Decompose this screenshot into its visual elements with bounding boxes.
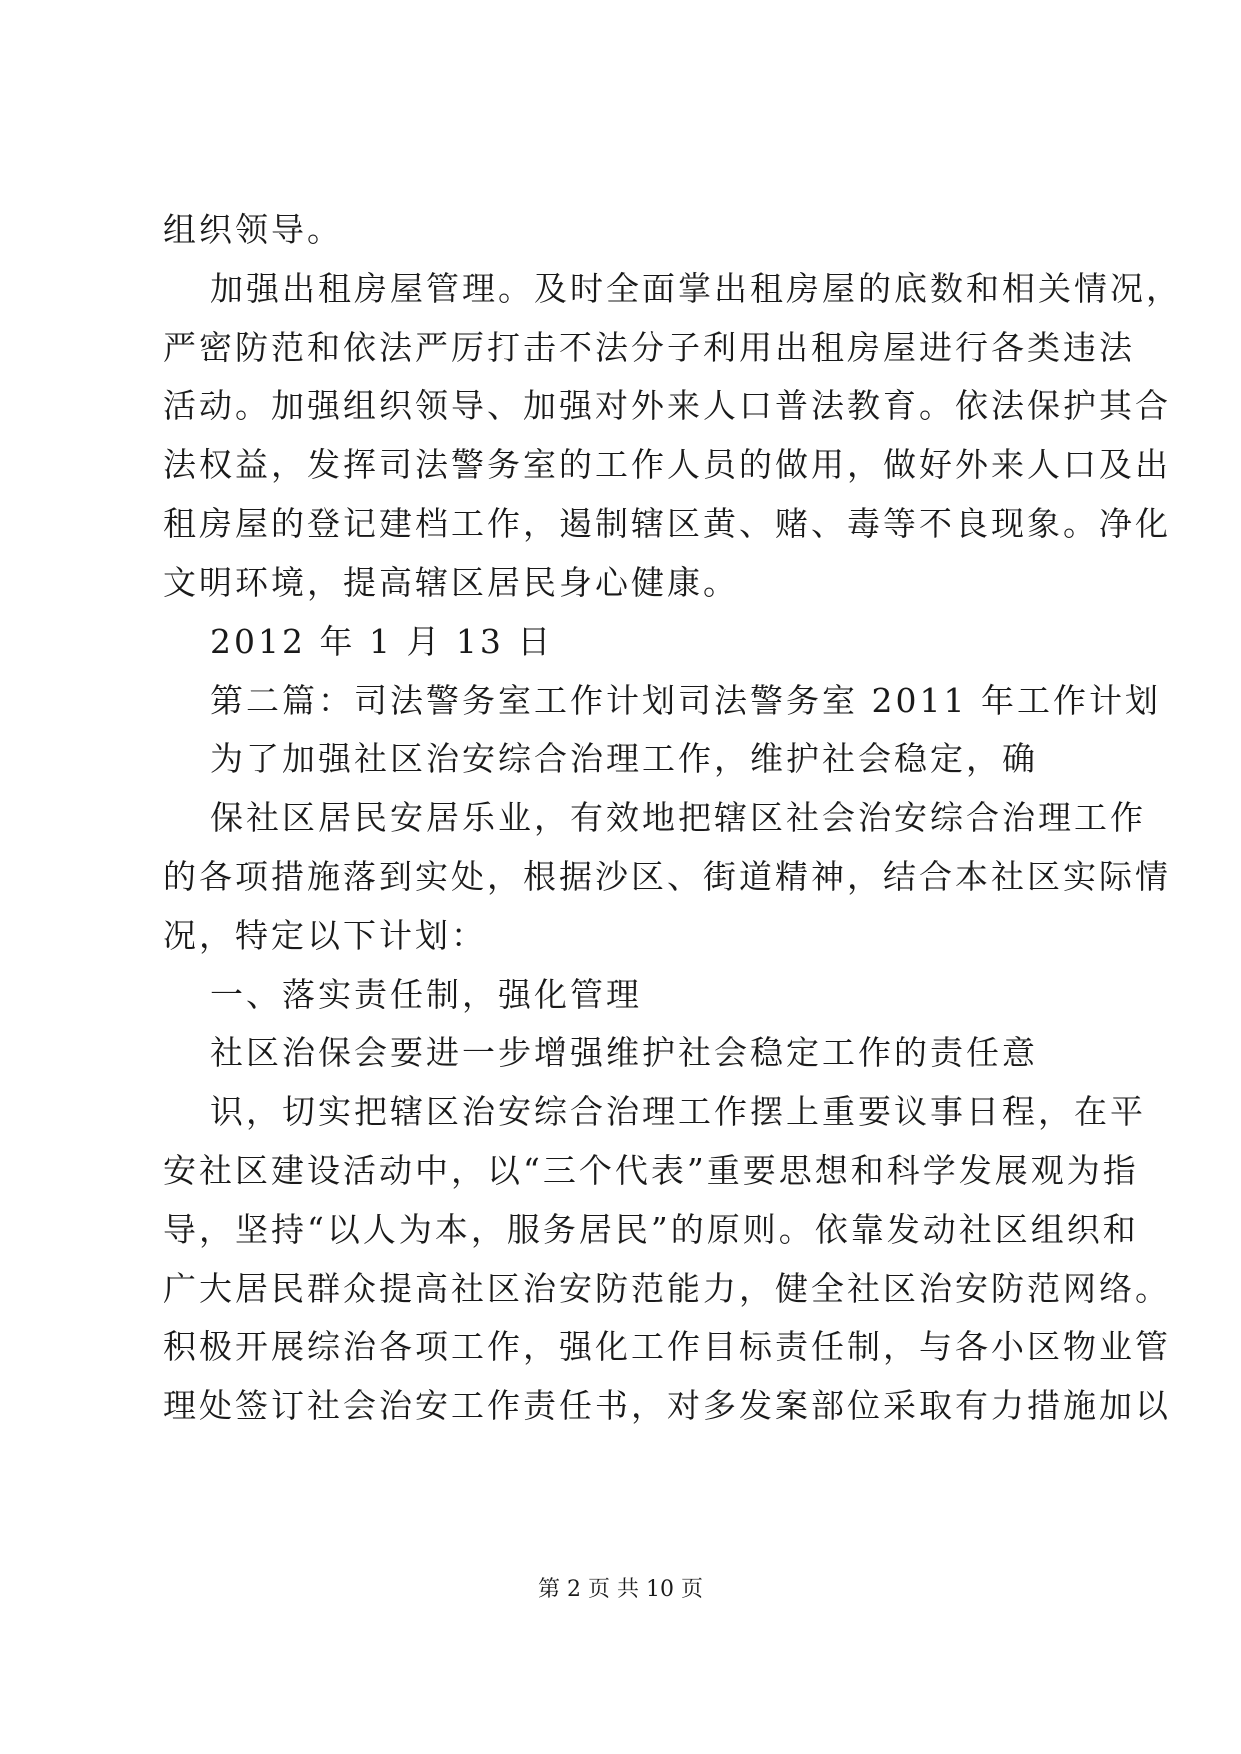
section-heading: 第二篇：司法警务室工作计划司法警务室 2011 年工作计划 bbox=[210, 681, 1161, 720]
paragraph-line: 广大居民群众提高社区治安防范能力，健全社区治安防范网络。 bbox=[163, 1269, 1171, 1308]
paragraph-line: 法权益，发挥司法警务室的工作人员的做用，做好外来人口及出 bbox=[163, 445, 1171, 484]
subsection-heading: 一、落实责任制，强化管理 bbox=[210, 975, 642, 1014]
paragraph-line: 理处签订社会治安工作责任书，对多发案部位采取有力措施加以 bbox=[163, 1386, 1171, 1425]
paragraph-line: 安社区建设活动中，以“三个代表”重要思想和科学发展观为指 bbox=[163, 1151, 1139, 1190]
paragraph-line: 加强出租房屋管理。及时全面掌出租房屋的底数和相关情况， bbox=[210, 269, 1182, 308]
paragraph-line: 文明环境，提高辖区居民身心健康。 bbox=[163, 563, 739, 602]
paragraph-line: 严密防范和依法严厉打击不法分子利用出租房屋进行各类违法 bbox=[163, 328, 1135, 367]
paragraph-line: 识，切实把辖区治安综合治理工作摆上重要议事日程，在平 bbox=[210, 1092, 1146, 1131]
paragraph-line: 活动。加强组织领导、加强对外来人口普法教育。依法保护其合 bbox=[163, 386, 1171, 425]
paragraph-line: 导，坚持“以人为本，服务居民”的原则。依靠发动社区组织和 bbox=[163, 1210, 1139, 1249]
paragraph-line: 保社区居民安居乐业，有效地把辖区社会治安综合治理工作 bbox=[210, 798, 1146, 837]
page-number-footer: 第 2 页 共 10 页 bbox=[538, 1577, 703, 1602]
paragraph-line: 积极开展综治各项工作，强化工作目标责任制，与各小区物业管 bbox=[163, 1327, 1171, 1366]
paragraph-line: 的各项措施落到实处，根据沙区、街道精神，结合本社区实际情 bbox=[163, 857, 1171, 896]
paragraph-line: 为了加强社区治安综合治理工作，维护社会稳定，确 bbox=[210, 739, 1038, 778]
date-line: 2012 年 1 月 13 日 bbox=[210, 622, 554, 661]
paragraph-line: 况，特定以下计划： bbox=[163, 916, 487, 955]
paragraph-line: 社区治保会要进一步增强维护社会稳定工作的责任意 bbox=[210, 1033, 1038, 1072]
paragraph-line: 组织领导。 bbox=[163, 210, 343, 249]
paragraph-line: 租房屋的登记建档工作，遏制辖区黄、赌、毒等不良现象。净化 bbox=[163, 504, 1171, 543]
